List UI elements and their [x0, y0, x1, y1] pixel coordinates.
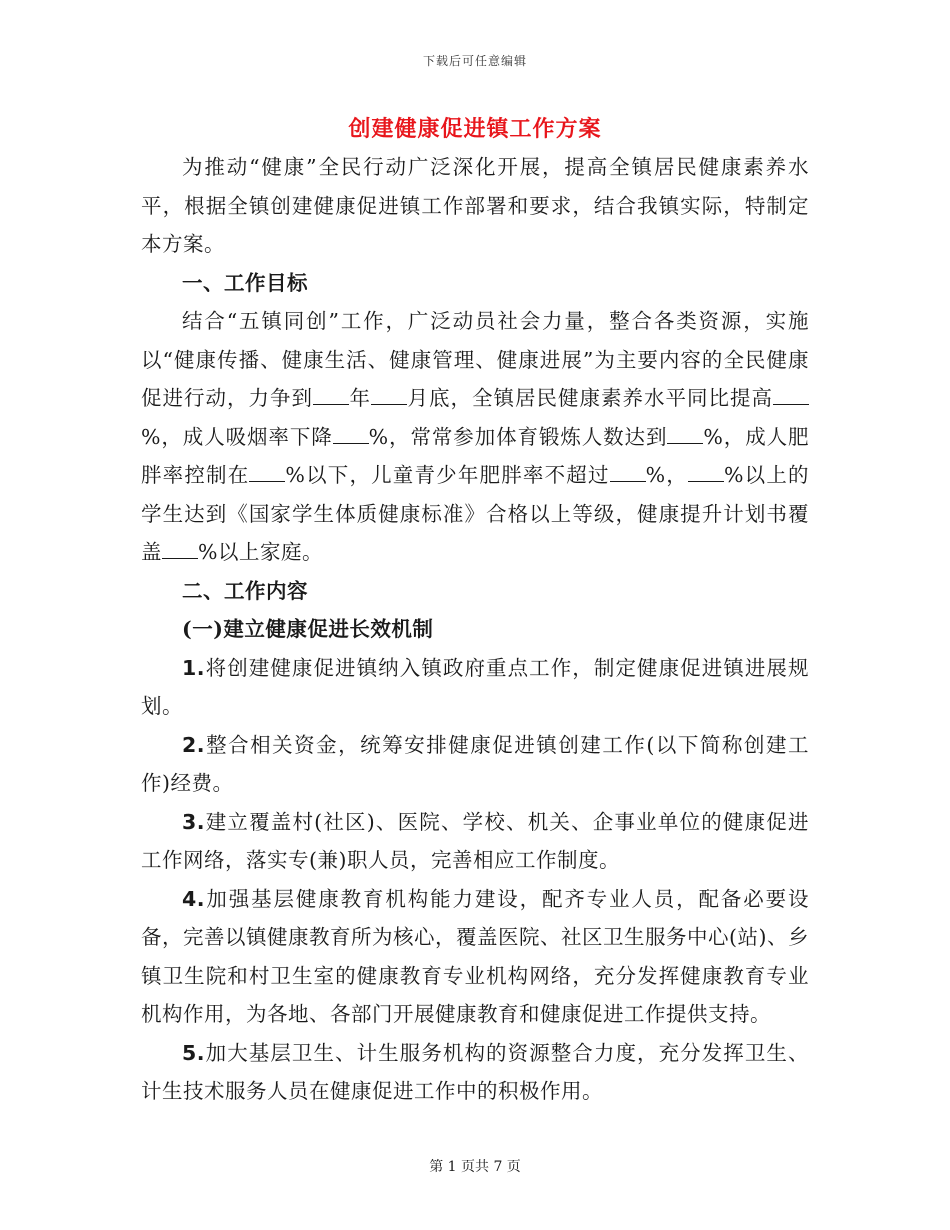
section-heading-goals: 一、工作目标: [182, 270, 308, 295]
blank-field: [162, 538, 198, 559]
list-item: [141, 649, 809, 726]
blank-field: [333, 423, 369, 444]
subsection-heading-mechanism: (一)建立健康促进长效机制: [182, 617, 434, 641]
item-text: 将创建健康促进镇纳入镇政府重点工作，制定健康促进镇进展规划。: [141, 655, 809, 718]
item-number: 5.: [182, 1040, 206, 1065]
goal-paragraph: [141, 302, 809, 572]
blank-field: [667, 423, 703, 444]
item-number: 2.: [182, 732, 206, 757]
blank-field: [249, 461, 285, 482]
goal-text: %，常常参加体育锻炼人数达到: [368, 424, 668, 449]
document-body: [141, 148, 809, 1111]
item-text: 加强基层健康教育机构能力建设，配齐专业人员，配备必要设备，完善以镇健康教育所为核心，覆盖医院、社区卫生服务中心(站)、乡镇卫生院和村卫生室的健康教育专业机构网络，充分发挥健康教育专业机构作用，为各地、各部门开展健康教育和健康促进工作提供支持。: [141, 886, 809, 1026]
section-heading-content: 二、工作内容: [182, 578, 308, 603]
blank-field: [610, 461, 646, 482]
list-item: [141, 1034, 809, 1111]
page-header-note: 下载后可任意编辑: [422, 54, 527, 68]
goal-text: 结合“五镇同创”工作，广泛动员社会力量，整合各类资源，实施以“健康传播、健康生活、健康管理、健康进展”为主要内容的全民健康促进行动，力争到: [141, 309, 809, 410]
item-number: 4.: [182, 886, 206, 911]
goal-text: %，成人肥胖率控制在: [141, 424, 810, 487]
goal-text: 年: [349, 386, 371, 410]
goal-text: %，成人吸烟率下降: [141, 424, 333, 449]
goal-text: %以下，儿童青少年肥胖率不超过: [285, 463, 610, 487]
goal-text: %以上家庭。: [198, 540, 323, 564]
list-item: [141, 880, 809, 1034]
item-text: 建立覆盖村(社区)、医院、学校、机关、企事业单位的健康促进工作网络，落实专(兼)职人员，完善相应工作制度。: [141, 809, 809, 872]
item-text: 加大基层卫生、计生服务机构的资源整合力度，充分发挥卫生、计生技术服务人员在健康促进工作中的积极作用。: [141, 1040, 809, 1103]
item-number: 3.: [182, 809, 206, 834]
list-item: [141, 803, 809, 880]
item-text: 整合相关资金，统筹安排健康促进镇创建工作(以下简称创建工作)经费。: [141, 732, 809, 795]
blank-field: [773, 384, 809, 405]
document-title: 创建健康促进镇工作方案: [348, 116, 602, 142]
blank-field: [371, 384, 407, 405]
page-footer: 第 1 页共 7 页: [429, 1159, 521, 1175]
goal-text: 月底，全镇居民健康素养水平同比提高: [407, 386, 773, 410]
list-item: [141, 726, 809, 803]
blank-field: [688, 461, 724, 482]
goal-text: %以上的学生达到《国家学生体质健康标准》合格以上等级，健康提升计划书覆盖: [141, 463, 810, 564]
item-number: 1.: [182, 655, 206, 680]
blank-field: [313, 384, 349, 405]
goal-text: %，: [645, 463, 688, 487]
intro-paragraph: 为推动“健康”全民行动广泛深化开展，提高全镇居民健康素养水平，根据全镇创建健康促进镇工作部署和要求，结合我镇实际，特制定本方案。: [141, 155, 809, 256]
